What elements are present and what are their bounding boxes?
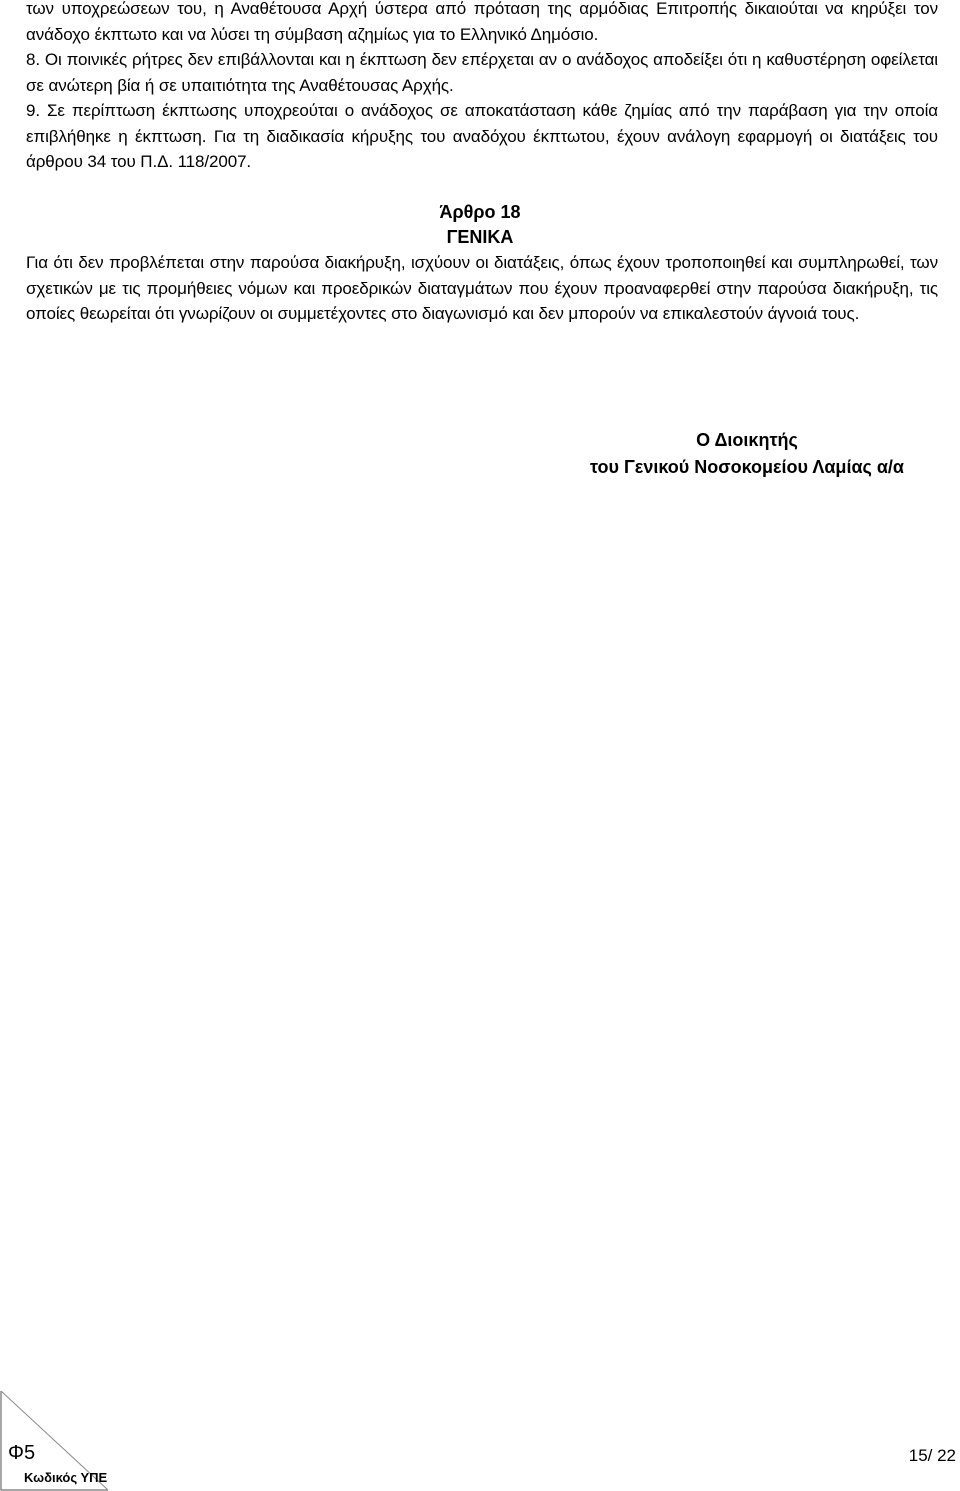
form-code: Φ5 (8, 1442, 36, 1464)
form-caption: Κωδικός ΥΠΕ (24, 1470, 108, 1485)
article-subtitle: ΓΕΝΙΚΑ (446, 227, 514, 247)
signature-organization: του Γενικού Νοσοκομείου Λαμίας α/α (589, 457, 905, 477)
signature-title: Ο Διοικητής (696, 430, 798, 450)
paragraph-8: 8. Οι ποινικές ρήτρες δεν επιβάλλονται και η έκπτωση δεν επέρχεται αν ο ανάδοχος αποδείξει ότι η καθυστέρηση οφείλεται σε ανώτερη βία ή σε υπαιτιότητα της Αναθέτουσας Αρχής. (26, 50, 938, 95)
paragraph-general: Για ότι δεν προβλέπεται στην παρούσα διακήρυξη, ισχύουν οι διατάξεις, όπως έχουν τροποποιηθεί και συμπληρωθεί, των σχετικών με τις προμήθειες νόμων και προεδρικών διαταγμάτων που έχουν προαναφερθεί στην παρούσα διακήρυξη, τις οποίες θεωρείται ότι γνωρίζουν οι συμμετέχοντες στο διαγωνισμό και δεν μπορούν να επικαλεστούν άγνοιά τους. (26, 253, 938, 323)
article-17-continuation (26, 0, 938, 175)
paragraph-9: 9. Σε περίπτωση έκπτωσης υποχρεούται ο ανάδοχος σε αποκατάσταση κάθε ζημίας από την παράβαση για την οποία επιβλήθηκε η έκπτωση. Για τη διαδικασία κήρυξης του αναδόχου έκπτωτου, έχουν ανάλογη εφαρμογή οι διατάξεις του άρθρου 34 του Π.Δ. 118/2007. (26, 101, 938, 171)
general-section (26, 250, 938, 327)
paragraph-termination: των υποχρεώσεων του, η Αναθέτουσα Αρχή ύστερα από πρόταση της αρμόδιας Επιτροπής δικαιούται να κηρύξει τον ανάδοχο έκπτωτο και να λύσει τη σύμβαση αζημίως για το Ελληνικό Δημόσιο. (26, 0, 938, 44)
article-title: Άρθρο 18 (439, 202, 521, 222)
page-number: 15/ 22 (908, 1446, 956, 1465)
